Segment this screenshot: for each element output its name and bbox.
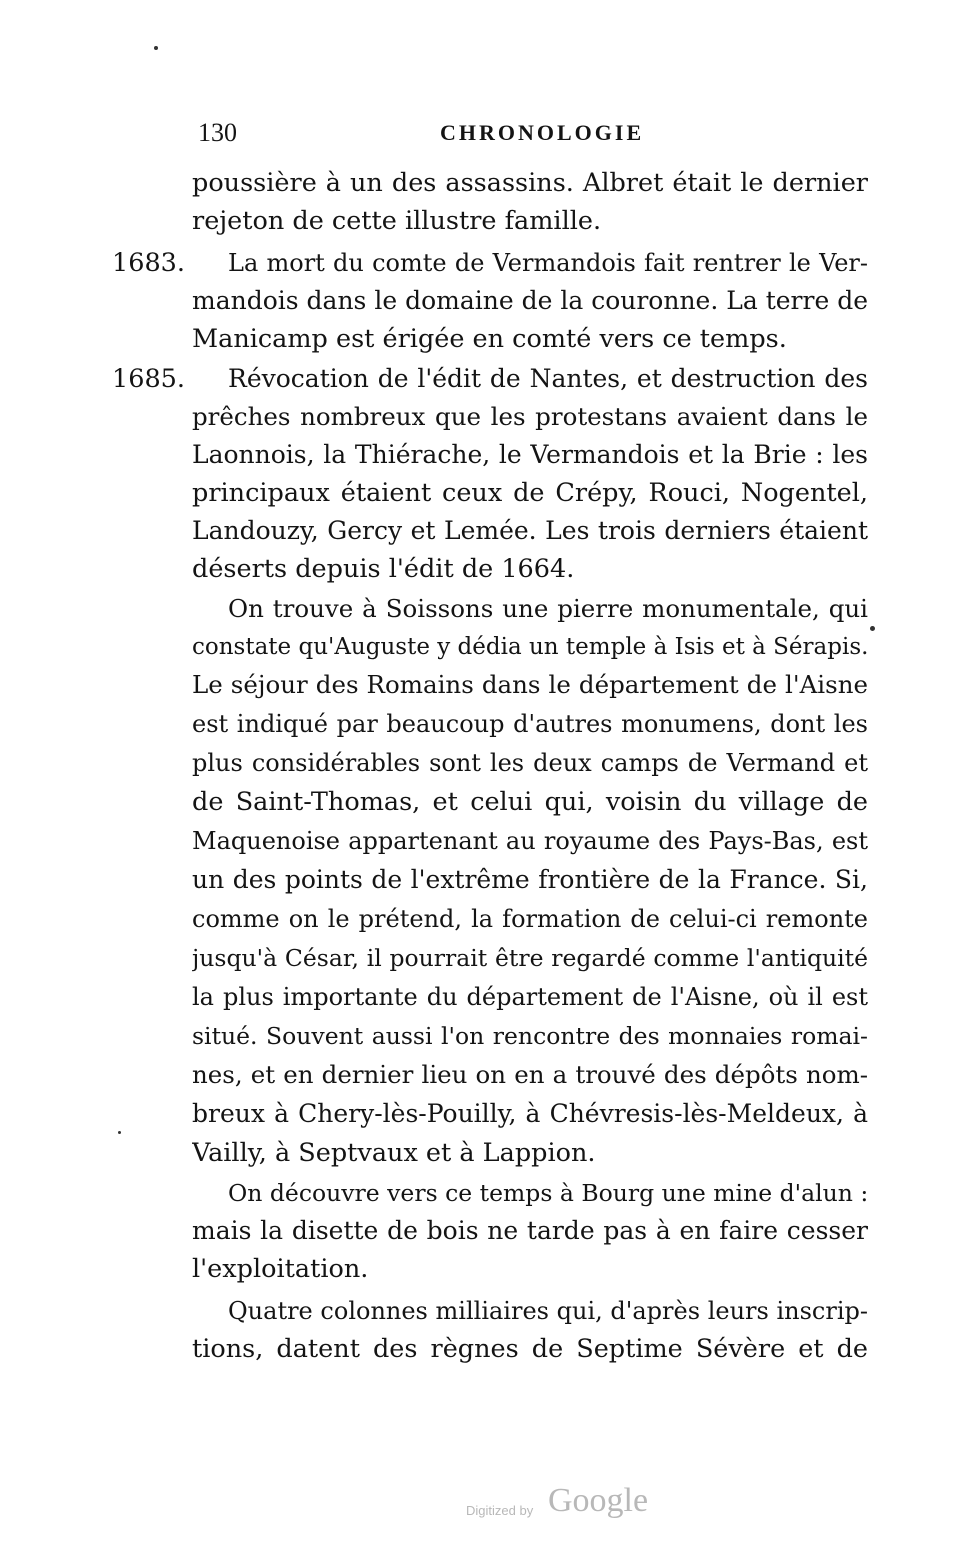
year-marker: 1685. [112, 364, 186, 394]
text-line: tions, datent des règnes de Septime Sévère et de [192, 1334, 868, 1364]
ink-speck [118, 1131, 121, 1134]
text-line: plus considérables sont les deux camps de Vermand et [192, 749, 868, 777]
google-logo: Google [548, 1482, 649, 1519]
digitized-watermark [466, 1482, 666, 1526]
text-line: Quatre colonnes milliaires qui, d'après leurs inscrip- [228, 1297, 868, 1325]
text-line: On découvre vers ce temps à Bourg une mine d'alun : [228, 1179, 868, 1207]
text-line: mandois dans le domaine de la couronne. La terre de [192, 286, 868, 315]
text-line: de Saint-Thomas, et celui qui, voisin du village de [192, 787, 868, 817]
text-line: nes, et en dernier lieu on en a trouvé des dépôts nom- [192, 1060, 868, 1089]
text-line: Maquenoise appartenant au royaume des Pays-Bas, est [192, 827, 868, 855]
text-line: principaux étaient ceux de Crépy, Rouci, Nogentel, [192, 478, 868, 508]
text-line: prêches nombreux que les protestans avaient dans le [192, 402, 868, 431]
text-line: Le séjour des Romains dans le département de l'Aisne [192, 670, 868, 699]
text-line: déserts depuis l'édit de 1664. [192, 554, 575, 584]
text-line: La mort du comte de Vermandois fait rentrer le Ver- [228, 249, 868, 277]
text-line: un des points de l'extrême frontière de la France. Si, [192, 865, 868, 894]
text-line: Révocation de l'édit de Nantes, et destruction des [228, 364, 868, 393]
text-line: On trouve à Soissons une pierre monumentale, qui [228, 594, 868, 623]
page-number: 130 [198, 118, 237, 147]
text-line: situé. Souvent aussi l'on rencontre des monnaies romai- [192, 1022, 868, 1050]
year-marker: 1683. [112, 248, 186, 278]
text-line: Laonnois, la Thiérache, le Vermandois et la Brie : les [192, 440, 868, 469]
watermark-caption: Digitized by [466, 1503, 534, 1518]
text-line: jusqu'à César, il pourrait être regardé comme l'antiquité [192, 944, 868, 972]
text-line: comme on le prétend, la formation de celui-ci remonte [192, 905, 868, 933]
text-line: est indiqué par beaucoup d'autres monumens, dont les [192, 710, 868, 738]
text-line: Landouzy, Gercy et Lemée. Les trois derniers étaient [192, 516, 868, 545]
text-line: constate qu'Auguste y dédia un temple à Isis et à Sérapis. [192, 634, 868, 660]
text-line: breux à Chery-lès-Pouilly, à Chévresis-lès-Meldeux, à [192, 1099, 868, 1128]
text-line: Vailly, à Septvaux et à Lappion. [192, 1138, 596, 1168]
ink-speck [870, 626, 875, 631]
text-line: poussière à un des assassins. Albret était le dernier [192, 168, 868, 198]
text-line: l'exploitation. [192, 1254, 369, 1284]
text-line: rejeton de cette illustre famille. [192, 206, 602, 236]
running-title: CHRONOLOGIE [440, 120, 645, 145]
page-header [198, 118, 866, 152]
ink-speck [154, 46, 158, 50]
text-line: mais la disette de bois ne tarde pas à en faire cesser [192, 1216, 868, 1245]
text-line: la plus importante du département de l'Aisne, où il est [192, 983, 868, 1011]
text-line: Manicamp est érigée en comté vers ce temps. [192, 324, 787, 354]
